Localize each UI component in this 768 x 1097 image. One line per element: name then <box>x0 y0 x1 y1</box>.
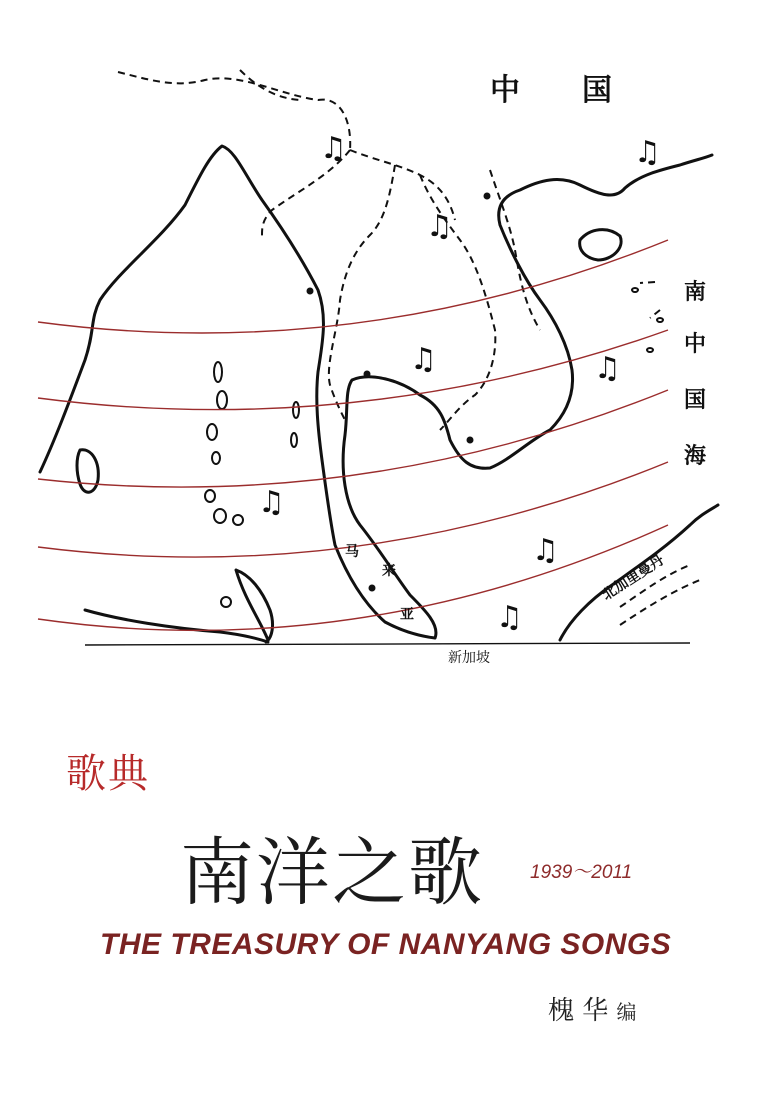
coastline-sri-lanka <box>77 450 98 492</box>
author-line <box>548 990 637 1027</box>
coastline-hainan <box>580 230 621 260</box>
south-china-sea-char: 国 <box>684 388 707 413</box>
music-note-icon: ♫ <box>410 342 437 377</box>
music-note-icon: ♫ <box>426 209 453 244</box>
malaya-char: 来 <box>382 563 396 579</box>
music-note-icon: ♫ <box>594 351 621 386</box>
coastline-sumatra <box>85 570 273 642</box>
editor-suffix: 编 <box>616 1000 637 1024</box>
book-title: 南洋之歌 <box>180 830 484 916</box>
coastline-india-myanmar <box>40 146 435 638</box>
music-note-icon: ♫ <box>634 135 661 170</box>
south-china-sea-char: 中 <box>684 332 707 357</box>
singapore-label: 新加坡 <box>448 650 490 666</box>
malaya-char: 亚 <box>400 607 414 623</box>
year-range: 1939～2011 <box>530 862 633 883</box>
music-note-icon: ♫ <box>532 533 559 568</box>
english-title: THE TREASURY OF NANYANG SONGS <box>100 928 672 961</box>
south-china-sea-char: 海 <box>684 444 707 469</box>
music-note-icon: ♫ <box>320 131 347 166</box>
north-borneo-label: 北加里曼丹 <box>599 552 668 604</box>
author-name: 槐 华 <box>548 996 609 1026</box>
south-china-sea-char: 南 <box>684 280 707 305</box>
china-label: 中国 <box>490 73 674 108</box>
music-note-icon: ♫ <box>258 485 285 520</box>
genre-label: 歌典 <box>66 751 150 797</box>
malaya-char: 马 <box>345 544 359 560</box>
music-note-icon: ♫ <box>496 600 523 635</box>
